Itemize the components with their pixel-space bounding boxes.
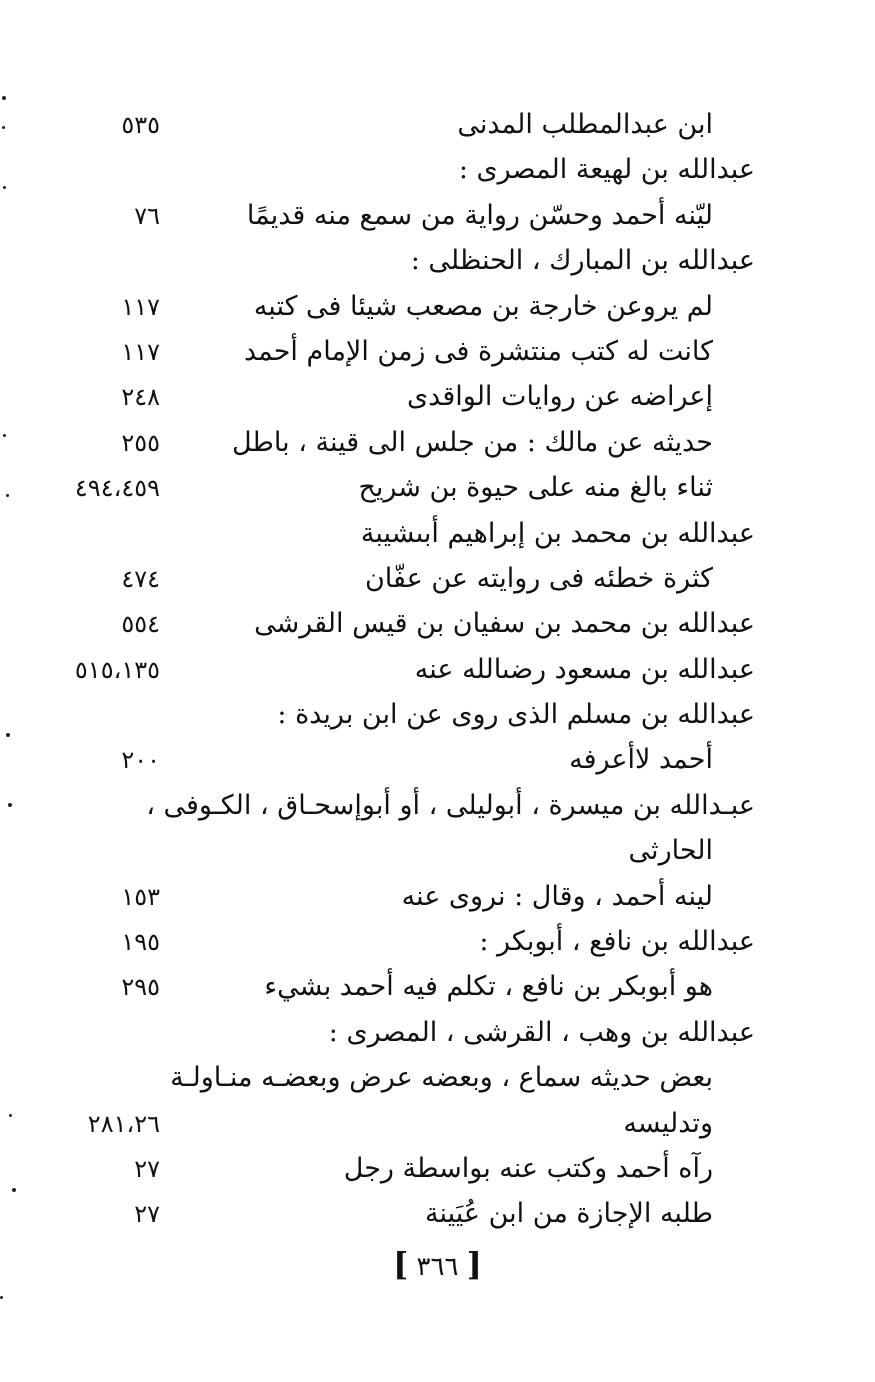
index-subentry: [0, 1055, 875, 1100]
entry-page-ref: ١٥٣: [121, 882, 160, 911]
entry-page-ref: ٢٧: [134, 1200, 160, 1229]
entry-page-ref: ٥٣٥: [121, 111, 160, 139]
scan-speck: [12, 1188, 16, 1192]
scan-speck: [6, 494, 9, 497]
index-entry: [0, 1010, 875, 1055]
page-number: [0, 1242, 875, 1289]
index-subentry: [0, 1101, 875, 1146]
entry-page-ref: ٥١٥،١٣٥: [74, 655, 160, 684]
left-bracket: [: [393, 1245, 409, 1283]
entry-page-ref: ٢٨١،٢٦: [87, 1109, 160, 1138]
index-subentry: [0, 193, 875, 238]
entry-text: أحمد لاأعرفه: [569, 744, 713, 776]
entry-page-ref: ١١٧: [121, 292, 160, 321]
index-entry: [0, 147, 875, 192]
entry-text: وتدليسه: [623, 1107, 713, 1139]
right-bracket: ]: [466, 1245, 482, 1283]
index-subentry: [0, 964, 875, 1009]
entry-page-ref: ٤٩٤،٤٥٩: [74, 474, 160, 503]
entry-text: عبدالله بن نافع ، أبوبكر :: [479, 926, 755, 958]
entry-page-ref: ٢٧: [134, 1154, 160, 1183]
entry-text: هو أبوبكر بن نافع ، تكلم فيه أحمد بشيء: [264, 971, 713, 1003]
index-entry: [0, 783, 875, 828]
entry-page-ref: ٤٧٤: [121, 564, 160, 593]
index-subentry: [0, 828, 875, 873]
entry-page-ref: ١٩٥: [121, 928, 160, 957]
entry-text: طلبه الإجازة من ابن عُيَينة: [425, 1198, 713, 1230]
scan-speck: [3, 434, 6, 437]
entry-text: لينه أحمد ، وقال : نروى عنه: [401, 880, 713, 912]
index-entry: [0, 647, 875, 692]
entry-text: عبدالله بن مسلم الذى روى عن ابن بريدة :: [277, 699, 755, 731]
index-subentry: [0, 374, 875, 419]
entry-text: عبـدالله بن ميسرة ، أبوليلى ، أو أبوإسحـاق ، الكـوفى ،: [146, 789, 755, 821]
index-subentry: [0, 1191, 875, 1236]
entry-text: كثرة خطئه فى روايته عن عفّان: [364, 562, 713, 594]
index-entry: [0, 601, 875, 646]
index-subentry: [0, 465, 875, 510]
entry-text: عبدالله بن لهيعة المصرى :: [458, 154, 755, 186]
index-entry: [0, 511, 875, 556]
scan-speck: [8, 803, 12, 807]
scan-speck: [2, 96, 6, 100]
entry-page-ref: ٢٥٥: [121, 428, 160, 457]
index-subentry: [0, 284, 875, 329]
entry-page-ref: ٥٥٤: [121, 610, 160, 639]
index-subentry: [0, 556, 875, 601]
entry-text: ليّنه أحمد وحسّن رواية من سمع منه قديمًا: [246, 199, 713, 231]
entry-text: حديثه عن مالك : من جلس الى قينة ، باطل: [231, 426, 713, 458]
index-entry: [0, 238, 875, 283]
entry-page-ref: ٧٦: [134, 201, 160, 230]
index-subentry: [0, 329, 875, 374]
index-subentry: [0, 1146, 875, 1191]
entry-text: رآه أحمد وكتب عنه بواسطة رجل: [343, 1152, 713, 1184]
entry-page-ref: ٢٠٠: [121, 746, 160, 775]
entry-page-ref: ٢٤٨: [121, 383, 160, 412]
entry-text: عبدالله بن المبارك ، الحنظلى :: [410, 245, 755, 277]
entry-text: ابن عبدالمطلب المدنى: [457, 109, 713, 140]
page-number-value: ٣٦٦: [416, 1252, 459, 1282]
index-entry: [0, 919, 875, 964]
entry-text: عبدالله بن وهب ، القرشى ، المصرى :: [328, 1016, 755, 1048]
index-subentry: [0, 102, 875, 147]
index-subentry: [0, 874, 875, 919]
scan-speck: [3, 186, 6, 189]
scan-speck: [6, 733, 10, 737]
entry-text: عبدالله بن مسعود رضىالله عنه: [414, 653, 755, 685]
entry-text: إعراضه عن روايات الواقدى: [407, 381, 713, 413]
entry-text: كانت له كتب منتشرة فى زمن الإمام أحمد: [243, 335, 713, 367]
entry-text: لم يروعن خارجة بن مصعب شيئا فى كتبه: [253, 290, 713, 322]
scan-speck: [0, 1296, 3, 1299]
index-subentry: [0, 737, 875, 782]
entry-text: بعض حديثه سماع ، وبعضه عرض وبعضـه منـاولـة: [170, 1062, 713, 1094]
entry-page-ref: ١١٧: [121, 337, 160, 366]
index-subentry: [0, 420, 875, 465]
scan-speck: [2, 126, 5, 129]
scan-speck: [9, 1114, 12, 1117]
entry-page-ref: ٢٩٥: [121, 973, 160, 1002]
index-entry: [0, 692, 875, 737]
entry-text: عبدالله بن محمد بن إبراهيم أبىشيبة: [360, 517, 755, 549]
entry-text: ثناء بالغ منه على حيوة بن شريح: [358, 472, 713, 504]
entry-text: الحارثى: [628, 835, 713, 867]
index-entries: [0, 102, 875, 1237]
entry-text: عبدالله بن محمد بن سفيان بن قيس القرشى: [254, 608, 755, 640]
